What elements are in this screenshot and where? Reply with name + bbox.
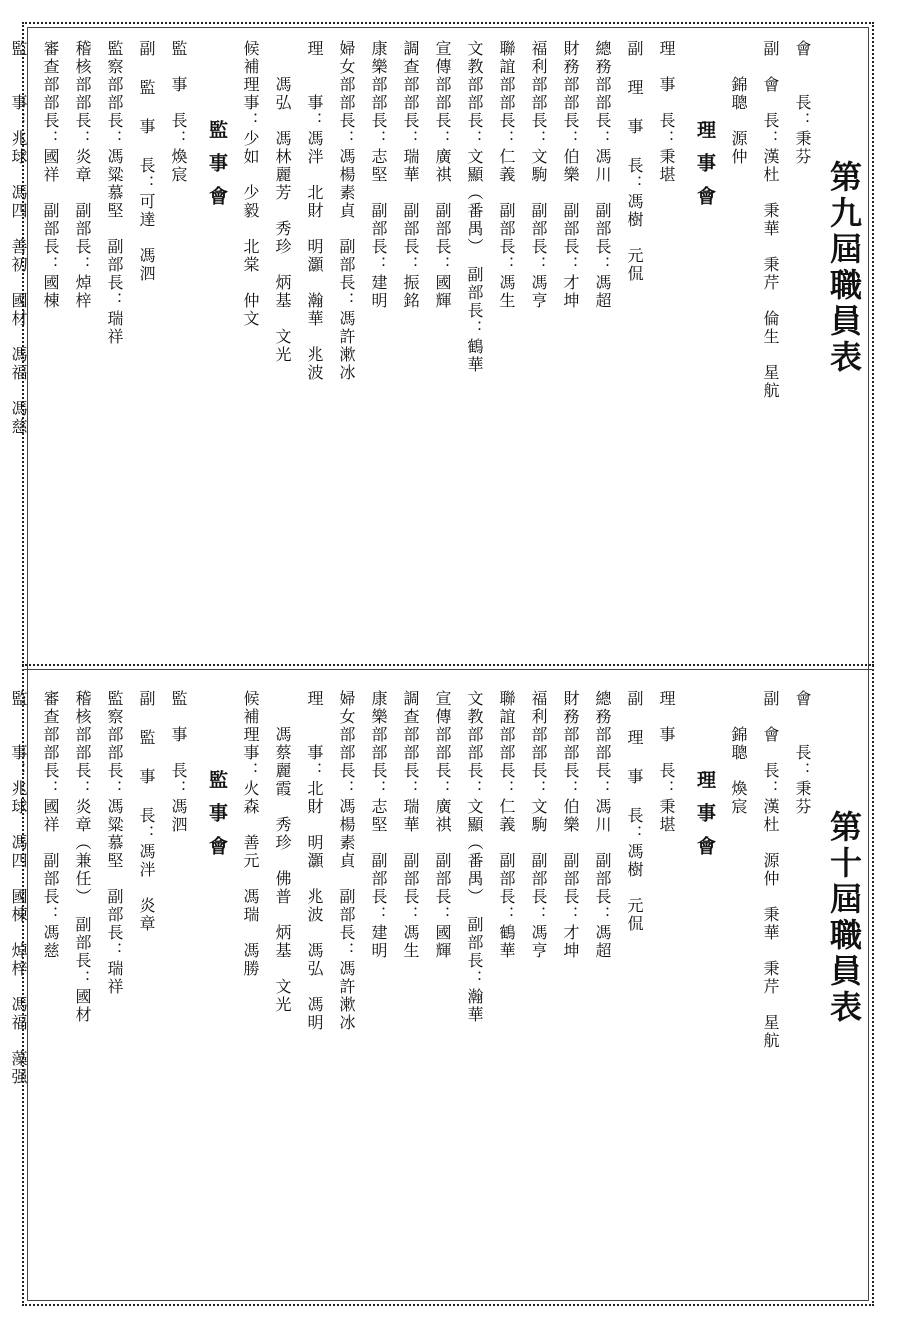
ninth-term-panel <box>9 40 863 655</box>
ninth-audit-line: 審查部部長：國祥 副部長：國棟 <box>41 40 60 310</box>
ninth-council-line: 副 理 事 長：馮樹 元侃 <box>625 40 644 283</box>
ninth-council-line: 理 事：馮泮 北財 明灝 瀚華 兆波 <box>305 40 324 382</box>
tenth-audit-line: 副 監 事 長：馮泮 炎章 <box>137 690 156 933</box>
tenth-council-line: 理 事 長：秉堪 <box>657 690 676 834</box>
tenth-council-line: 理 事：北財 明灝 兆波 馮弘 馮明 <box>305 690 324 1032</box>
tenth-term-panel <box>9 690 863 1290</box>
tenth-audit-line: 監察部部長：馮粱慕堅 副部長：瑞祥 <box>105 690 124 996</box>
ninth-term-title: 第九屆職員表 <box>825 160 863 376</box>
tenth-vice-president-line-cont: 錦聰 煥宸 <box>729 690 748 816</box>
tenth-vice-president-line: 副 會 長：漢杜 源仲 秉華 秉芹 星航 <box>761 690 780 1050</box>
ninth-audit-line: 副 監 事 長：可達 馮泗 <box>137 40 156 283</box>
ninth-council-line: 婦女部部長：馮楊素貞 副部長：馮許漱冰 <box>337 40 356 382</box>
ninth-council-line: 宣傳部部長：廣祺 副部長：國輝 <box>433 40 452 310</box>
ninth-audit-line: 監 事：兆球 馮四 善初 國材 馮福 馮慈 <box>9 40 28 436</box>
ninth-council-line: 馮弘 馮林麗芳 秀珍 炳基 文光 <box>273 40 292 364</box>
tenth-audit-line: 稽核部部長：炎章（兼任） 副部長：國材 <box>73 690 92 1024</box>
tenth-audit-line: 監 事：兆球 馮四 國棟 焯梓 馮福 藻强 <box>9 690 28 1086</box>
tenth-term-title: 第十屆職員表 <box>825 810 863 1026</box>
ninth-council-line: 理 事 長：秉堪 <box>657 40 676 184</box>
tenth-council-line: 總務部部長：馮川 副部長：馮超 <box>593 690 612 960</box>
ninth-council-heading: 理事會 <box>694 120 716 219</box>
ninth-vice-president-line: 副 會 長：漢杜 秉華 秉芹 倫生 星航 <box>761 40 780 400</box>
tenth-council-line: 調查部部長：瑞華 副部長：馮生 <box>401 690 420 960</box>
section-divider <box>22 664 874 666</box>
tenth-council-line: 馮蔡麗霞 秀珍 佛普 炳基 文光 <box>273 690 292 1014</box>
ninth-council-line: 文教部部長：文顯（番禺） 副部長：鶴華 <box>465 40 484 374</box>
ninth-vice-president-line-cont: 錦聰 源仲 <box>729 40 748 166</box>
ninth-council-line: 康樂部部長：志堅 副部長：建明 <box>369 40 388 310</box>
ninth-council-line: 調查部部長：瑞華 副部長：振銘 <box>401 40 420 310</box>
tenth-council-line: 副 理 事 長：馮樹 元侃 <box>625 690 644 933</box>
tenth-audit-line: 監 事 長：馮泗 <box>169 690 188 834</box>
tenth-audit-line: 審查部部長：國祥 副部長：馮慈 <box>41 690 60 960</box>
ninth-council-line: 聯誼部部長：仁義 副部長：馮生 <box>497 40 516 310</box>
tenth-council-line: 財務部部長：伯樂 副部長：才坤 <box>561 690 580 960</box>
ninth-audit-line: 監 事 長：煥宸 <box>169 40 188 184</box>
tenth-council-line: 聯誼部部長：仁義 副部長：鶴華 <box>497 690 516 960</box>
ninth-president-line: 會 長：秉芬 <box>793 40 812 166</box>
tenth-council-line: 福利部部長：文駒 副部長：馮亨 <box>529 690 548 960</box>
tenth-council-line: 文教部部長：文顯（番禺） 副部長：瀚華 <box>465 690 484 1024</box>
ninth-council-line: 財務部部長：伯樂 副部長：才坤 <box>561 40 580 310</box>
ninth-audit-heading: 監事會 <box>206 120 228 219</box>
tenth-council-line: 宣傳部部長：廣祺 副部長：國輝 <box>433 690 452 960</box>
tenth-council-line: 候補理事：火森 善元 馮瑞 馮勝 <box>241 690 260 978</box>
tenth-council-heading: 理事會 <box>694 770 716 869</box>
tenth-council-line: 康樂部部長：志堅 副部長：建明 <box>369 690 388 960</box>
ninth-council-line: 總務部部長：馮川 副部長：馮超 <box>593 40 612 310</box>
ninth-audit-line: 稽核部部長：炎章 副部長：焯梓 <box>73 40 92 310</box>
tenth-audit-heading: 監事會 <box>206 770 228 869</box>
ninth-audit-line: 監察部部長：馮粱慕堅 副部長：瑞祥 <box>105 40 124 346</box>
ninth-council-line: 候補理事：少如 少毅 北棠 仲文 <box>241 40 260 328</box>
tenth-council-line: 婦女部部長：馮楊素貞 副部長：馮許漱冰 <box>337 690 356 1032</box>
tenth-president-line: 會 長：秉芬 <box>793 690 812 816</box>
ninth-council-line: 福利部部長：文駒 副部長：馮亨 <box>529 40 548 310</box>
